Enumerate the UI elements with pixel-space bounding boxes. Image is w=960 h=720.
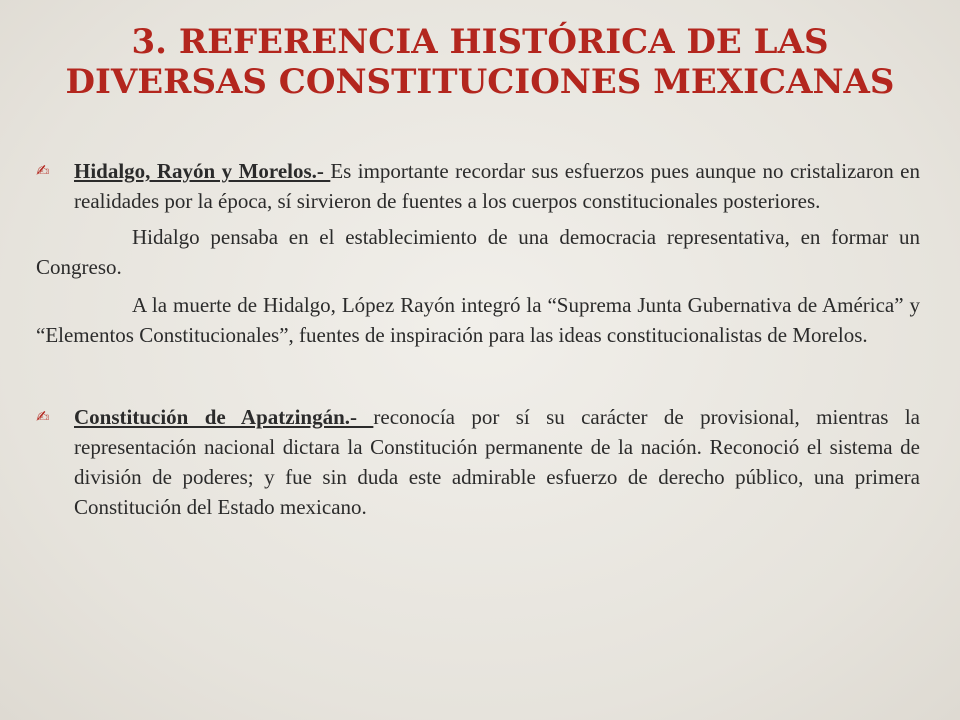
paragraph-lopez-rayon: A la muerte de Hidalgo, López Rayón integró la “Suprema Junta Gubernativa de América” y “Elementos Constitucionales”, fuentes de inspiración para las ideas constitucionalistas de Morelos. bbox=[36, 293, 920, 347]
bullet-apatzingan bbox=[36, 402, 920, 522]
bullet-text: reconocía por sí su carácter de provisional, mientras la representación nacional dictara la Constitución permanente de la nación. Reconoció el sistema de división de poderes; y fue sin duda este admirable esfuerzo de derecho público, una primera Constitución del Estado mexicano. bbox=[74, 405, 920, 519]
slide-body bbox=[36, 156, 920, 522]
bullet-lead: Hidalgo, Rayón y Morelos.- bbox=[74, 159, 331, 183]
scroll-bullet-icon: ✍ bbox=[36, 407, 50, 426]
title-line-1: 3. REFERENCIA HISTÓRICA DE LAS bbox=[131, 22, 829, 62]
slide-title bbox=[40, 22, 920, 102]
title-line-2: DIVERSAS CONSTITUCIONES MEXICANAS bbox=[65, 62, 895, 102]
bullet-hidalgo-rayon-morelos bbox=[36, 156, 920, 216]
bullet-lead: Constitución de Apatzingán.- bbox=[74, 405, 374, 429]
paragraph-hidalgo: Hidalgo pensaba en el establecimiento de una democracia representativa, en formar un Congreso. bbox=[36, 225, 920, 279]
bullet-text: Es importante recordar sus esfuerzos pues aunque no cristalizaron en realidades por la época, sí sirvieron de fuentes a los cuerpos constitucionales posteriores. bbox=[74, 159, 920, 213]
scroll-bullet-icon: ✍ bbox=[36, 161, 50, 180]
